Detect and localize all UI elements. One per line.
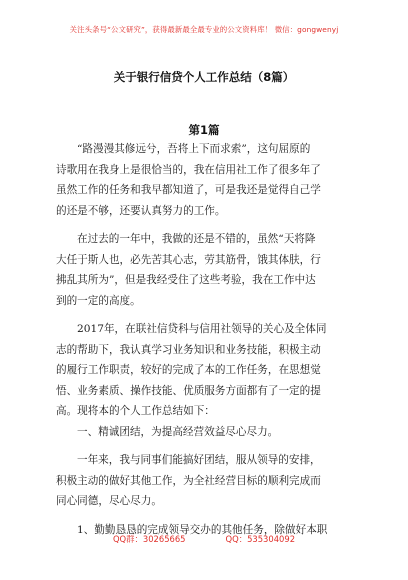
text-line: 到的一定的高度。 (56, 294, 141, 307)
text-line: 悟、业务素质、操作技能、优质服务方面都有了一定的提 (56, 384, 321, 397)
header-promo-note: 关注头条号“公文研究”，获得最新最全最专业的公文资料库！ 微信：gongwenyj (69, 25, 339, 34)
text-line: 大任于斯人也，必先苦其心志，劳其筋骨，饿其体肤，行 (56, 253, 321, 266)
text-line: 在过去的一年中，我做的还是不错的，虽然“天将降 (77, 233, 316, 245)
paragraph (56, 422, 356, 443)
text-line: 一年来，我与同事们能搞好团结，服从领导的安排， (77, 454, 321, 466)
text-line: 虽然工作的任务和我早都知道了，可是我还是觉得自己学 (56, 184, 321, 196)
text-line: 一、精诚团结，为提高经营效益尽心尽力。 (77, 425, 279, 438)
paragraph (56, 139, 356, 221)
paragraph (56, 450, 356, 512)
paragraph (56, 229, 356, 311)
text-line: 的履行工作职责，较好的完成了本的工作任务，在思想觉 (56, 364, 321, 376)
text-line: 诗歌用在我身上是很恰当的，我在信用社工作了很多年了 (56, 163, 321, 176)
section-heading: 第1篇 (188, 123, 220, 137)
footer-qq-group: QQ群：30265665 (112, 534, 186, 544)
text-line: 同心同德，尽心尽力。 (56, 495, 162, 507)
document-body (56, 139, 356, 540)
footer-contact (0, 533, 408, 545)
text-line: “路漫漫其修远兮，吾将上下而求索”，这句屈原的 (77, 143, 311, 155)
footer-qq: QQ：535304092 (225, 534, 296, 544)
text-line: 的还是不够，还要认真努力的工作。 (56, 204, 226, 217)
document-title: 关于银行信贷个人工作总结（8篇） (113, 70, 295, 84)
text-line: 志的帮助下，我认真学习业务知识和业务技能，积极主动 (56, 343, 321, 356)
text-line: 1、勤勤恳恳的完成领导交办的其他任务，除做好本职 (77, 523, 328, 536)
text-line: 高。现将本的个人工作总结如下： (56, 405, 215, 417)
text-line: 2017年，在联社信贷科与信用社领导的关心及全体同 (77, 323, 327, 335)
paragraph (56, 319, 356, 422)
text-line: 积极主动的做好其他工作，为全社经营目标的顺利完成而 (56, 474, 321, 487)
text-line: 拂乱其所为”，但是我经受住了这些考验，我在工作中达 (56, 274, 316, 286)
